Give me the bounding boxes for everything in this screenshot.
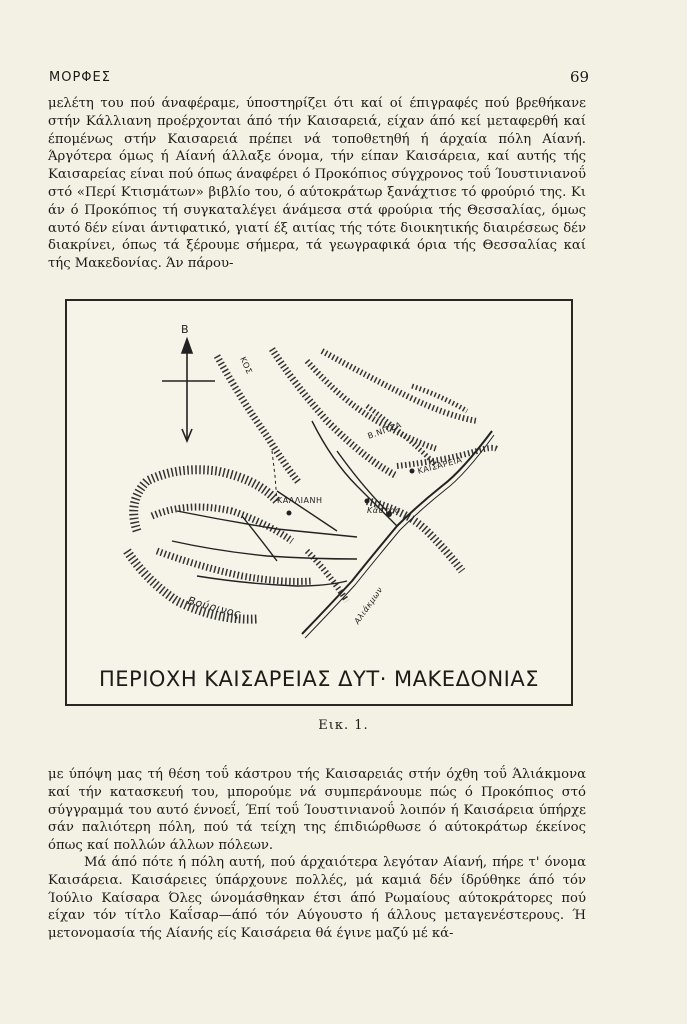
- label-kallianh: ΚΑΛΛΙΑΝΗ: [277, 496, 323, 505]
- compass-label: Β: [181, 323, 190, 336]
- label-kaisareia: ΚΑΙΣΑΡΕΙΑ: [416, 455, 464, 476]
- figure-caption: Εικ. 1.: [318, 718, 369, 733]
- label-kastro: Κάστρο: [367, 506, 401, 515]
- paragraph-2: με ύπόψη μας τή θέση τοΰ κάστρου τής Καισαρειάς στήν όχθη τοΰ Άλιάκμονα καί τήν κατασκευή του, μπορούμε νά συμπεράνουμε πώς ό Προκόπιος στό σύγγραμμά του αυτό έννοεΐ, Έπί τοΰ Ίουστινιανοΰ λοιπόν ή Καισάρεια ύπήρχε σάν παλιότερη πόλη, πού τά τείχη της έπιδιώρθωσε ό αύτοκράτωρ έκείνος όπως καί πολλών άλλων πόλεων.: [48, 767, 586, 854]
- paragraph-3: Μά άπό πότε ή πόλη αυτή, πού άρχαιότερα λεγόταν Αίανή, πήρε τ' όνομα Καισάρεια. Καισάρειες ύπάρχουνε πολλές, μά καμιά δέν ίδρύθηκε άπό τόν Ίούλιο Καίσαρα Όλες ώνομάσθηκαν έτσι άπό Ρωμαίους αύτοκράτορες πού είχαν τόν τίτλο Καΐσαρ—άπό τόν Αύγουστο ή άλλους μεταγενέστερους. Ή μετονομασία τής Αίανής είς Καισάρεια θά έγινε μαζύ μέ κά-: [48, 855, 586, 942]
- map-title: ΠΕΡΙΟΧΗ ΚΑΙΣΑΡΕΙΑΣ ΔΥΤ· ΜΑΚΕΔΟΝΙΑΣ: [98, 667, 540, 691]
- label-aliakmonas: Αλιάκμων: [352, 585, 385, 626]
- label-vourinos: Βούρινος: [186, 594, 243, 621]
- paragraph-1: μελέτη του πού άναφέραμε, ύποστηρίζει ότι καί οί έπιγραφές πού βρεθήκανε στήν Κάλλιανη προέρχονται άπό τήν Καισαρειά, είχαν άπό κεί μεταφερθή καί έπομένως στήν Καισαρειά πρέπει νά τοποθετηθή ή άρχαία πόλη Αίανή. Άργότερα όμως ή Αίανή άλλαξε όνομα, τήν είπαν Καισάρεια, καί αυτής τής Καισαρείας είναι πού όπως άναφέρει ό Προκόπιος σύγχρονος τοΰ Ίουστινιανοΰ στό «Περί Κτισμάτων» βιβλίο του, ό αύτοκράτωρ ξανάχτισε τό φρούριό της. Κι άν ό Προκόπιος τή συγκαταλέγει άνάμεσα στά φρούρια τής Θεσσαλίας, όμως αυτό δέν είναι άντιφατικό, γιατί έξ αιτίας τής τότε διοικητικής διαιρέσεως δέν διακρίνει, όπως τά ξέρουμε σήμερα, τά γεωγραφικά όρια τής Θεσσαλίας καί τής Μακεδονίας. Άν πάρου-: [48, 96, 586, 272]
- label-vounitsa: Β.ΝΙΤΣΑ: [366, 420, 403, 441]
- aliakmon-river: [302, 431, 492, 634]
- page-number: 69: [570, 68, 590, 86]
- map-figure: [65, 299, 573, 706]
- label-ridge-north: ΚΟΣ: [238, 355, 254, 376]
- southern-mountains: [127, 448, 497, 619]
- running-head: ΜΟΡΦΕΣ: [49, 70, 111, 85]
- compass-icon: [162, 339, 215, 441]
